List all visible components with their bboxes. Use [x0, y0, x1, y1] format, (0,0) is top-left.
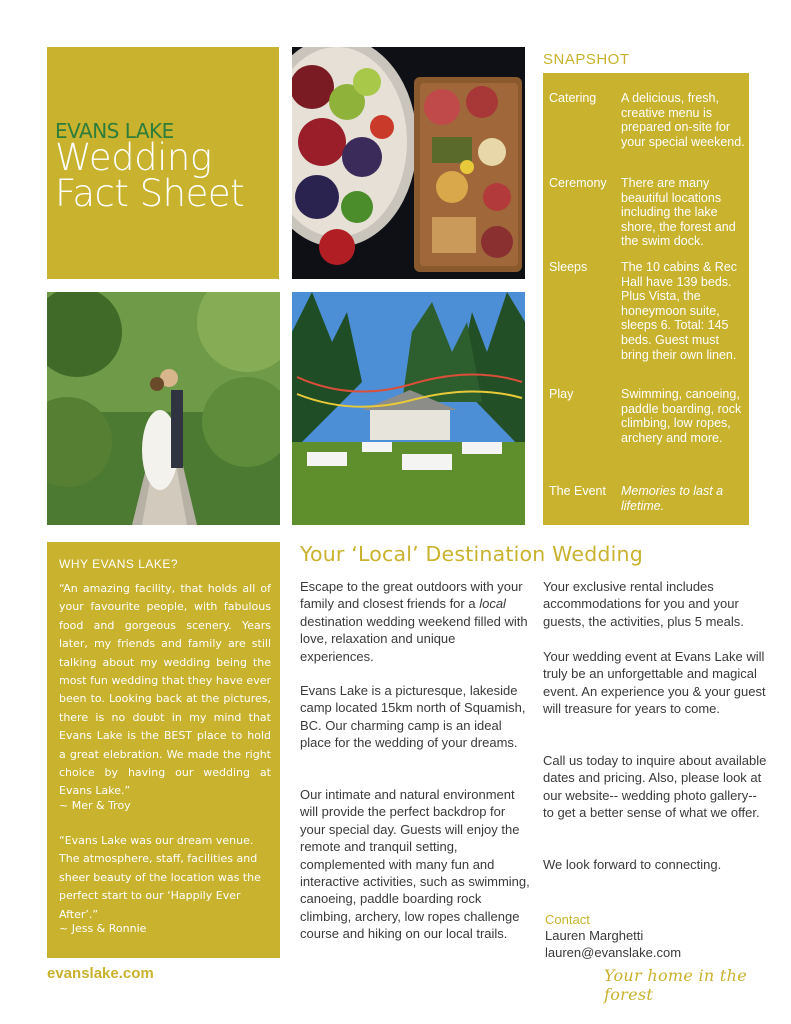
couple-photo	[47, 292, 280, 525]
text-run: Escape to the great outdoors with your family and closest friends for a	[300, 579, 523, 612]
snapshot-label: Sleeps	[549, 260, 588, 274]
snapshot-text: There are many beautiful locations including the lake shore, the forest and the swim dock.	[621, 176, 736, 249]
contact-name: Lauren Marghetti	[545, 928, 644, 943]
snapshot-text: Memories to last a lifetime.	[621, 484, 724, 513]
testimonial-signature: ~ Jess & Ronnie	[59, 922, 147, 935]
snapshot-text: The 10 cabins & Rec Hall have 139 beds. Plus Vista, the honeymoon suite, sleeps 6. Total: 145 beds. Guest must bring their own linen.	[621, 260, 738, 362]
body-paragraph: Evans Lake is a picturesque, lakeside camp located 15km north of Squamish, BC. Our charming camp is an ideal place for the wedding of your dreams.	[300, 683, 526, 751]
snapshot-text: Swimming, canoeing, paddle boarding, rock climbing, low ropes, archery and more.	[621, 387, 742, 445]
snapshot-text: A delicious, fresh, creative menu is prepared on-site for your special weekend.	[621, 91, 745, 149]
snapshot-panel	[543, 73, 749, 525]
testimonial-quote: “Evans Lake was our dream venue. The atmosphere, staff, facilities and sheer beauty of the location was the perfect start to our ‘Happily Ever After’.”	[59, 834, 261, 921]
body-paragraph: Your exclusive rental includes accommodations for you and your guests, the activities, plus 5 meals.	[543, 579, 744, 629]
title-block	[47, 47, 279, 279]
testimonials-panel	[47, 542, 280, 958]
emphasis-text: local	[479, 596, 506, 612]
brand-name: EVANS LAKE	[55, 119, 174, 143]
body-paragraph: We look forward to connecting.	[543, 857, 722, 872]
snapshot-label: Catering	[549, 91, 597, 105]
catering-photo	[292, 47, 525, 279]
testimonial-quote: “An amazing facility, that holds all of your favourite people, with fabulous food and gorgeous scenery. Years later, my friends and family are still talking about my wedding being the most fun wedding that they have ever been to. Looking back at the pictures, there is no doubt in my mind that Evans Lake is the BEST place to hold a great elebration. We made the right choice by having our wedding at Evans Lake.”	[59, 582, 271, 798]
snapshot-label: The Event	[549, 484, 606, 498]
website-link[interactable]: evanslake.com	[47, 965, 154, 982]
body-paragraph: Your wedding event at Evans Lake will truly be an unforgettable and magical event. An experience you & your guest will treasure for years to come.	[543, 649, 766, 717]
page-title-line1: Wedding	[55, 136, 212, 179]
contact-heading: Contact	[545, 912, 590, 927]
body-paragraph	[300, 578, 532, 665]
body-paragraph: Our intimate and natural environment will provide the perfect backdrop for your special day. Guests will enjoy the remote and tranquil setting, complemented with many fun and interactive activities, such as swimming, canoeing, paddle boarding rock climbing, archery, low ropes challenge course and hiking on our local trails.	[300, 787, 530, 942]
testimonials-heading: WHY EVANS LAKE?	[59, 557, 179, 571]
snapshot-label: Play	[549, 387, 574, 401]
section-heading: Your ‘Local’ Destination Wedding	[300, 542, 643, 566]
testimonial-signature: ~ Mer & Troy	[59, 799, 131, 812]
page-title-line2: Fact Sheet	[55, 172, 245, 215]
text-run: destination wedding weekend filled with love, relaxation and unique experiences.	[300, 613, 528, 664]
snapshot-label: Ceremony	[549, 176, 607, 190]
body-paragraph: Call us today to inquire about available dates and pricing. Also, please look at our website-- wedding photo gallery-- to get a better sense of what we offer.	[543, 753, 767, 821]
venue-photo	[292, 292, 525, 525]
tagline: Your home in the forest	[604, 966, 748, 1004]
contact-email-link[interactable]: lauren@evanslake.com	[545, 945, 682, 960]
snapshot-heading: SNAPSHOT	[543, 51, 630, 68]
